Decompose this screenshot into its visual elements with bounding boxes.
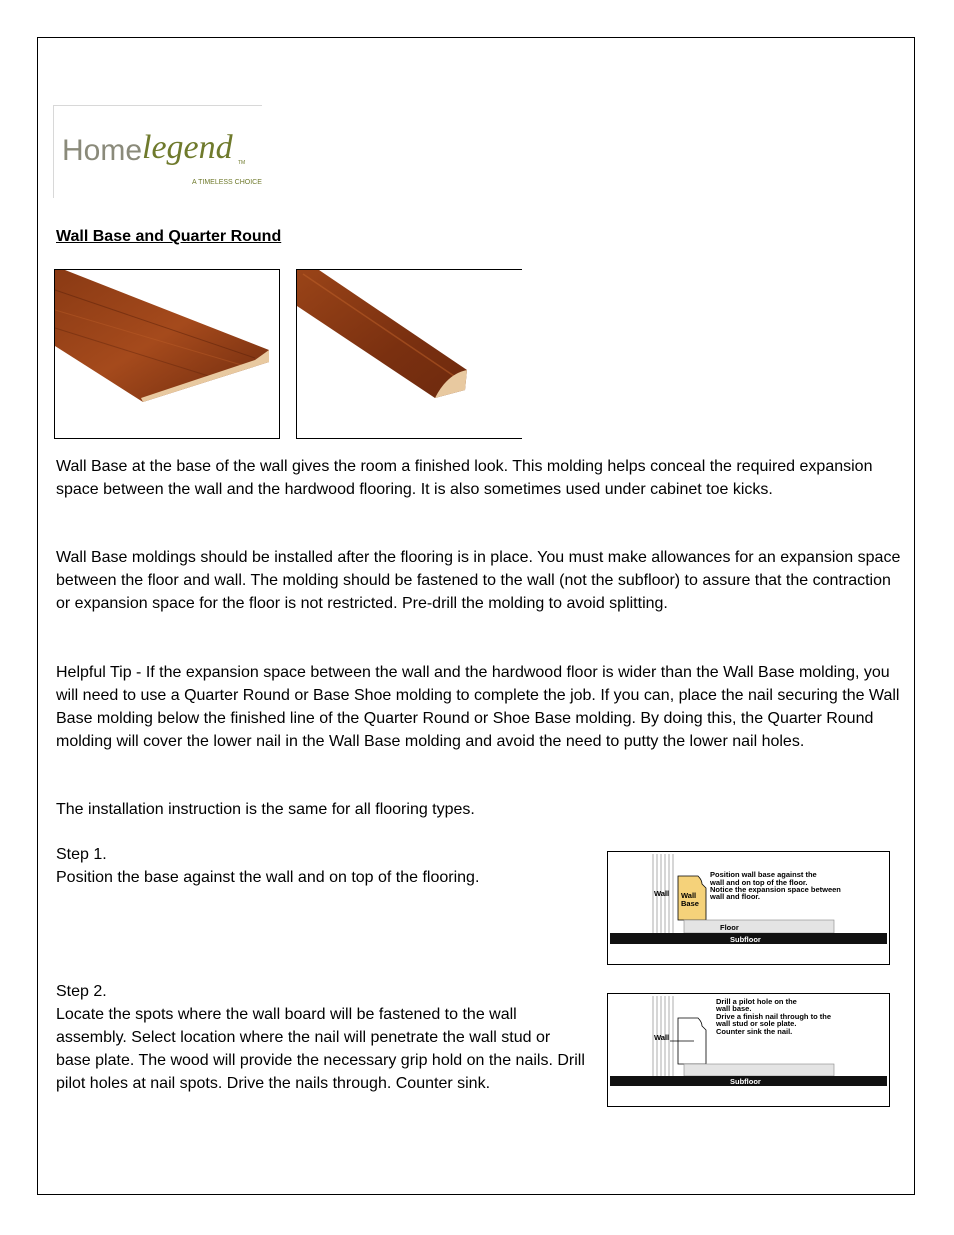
step-2-note-line: wall base. bbox=[716, 1004, 752, 1013]
quarter-round-molding-photo bbox=[297, 270, 522, 438]
step-2-heading: Step 2. bbox=[56, 983, 107, 1000]
step-2-note-line: wall stud or sole plate. bbox=[716, 1019, 797, 1028]
homelegend-logo bbox=[53, 105, 262, 198]
step-2-note-line: Counter sink the nail. bbox=[716, 1027, 793, 1036]
section-title: Wall Base and Quarter Round bbox=[56, 228, 282, 245]
paragraph-installation: Wall Base moldings should be installed after the flooring is in place. You must make allowances for an expansion space between the floor and wall. The molding should be fastened to the wall (not the subfloor) to assure that the contraction or expansion space for the floor is not restricted. Pre-drill the molding to avoid splitting. bbox=[56, 549, 901, 612]
step-2-diagram bbox=[607, 993, 890, 1107]
step-1-base-label-1: Wall bbox=[681, 891, 697, 900]
logo-home-text: Home bbox=[62, 134, 143, 167]
step-1-subfloor-label: Subfloor bbox=[730, 935, 761, 944]
wall-base-photo bbox=[54, 269, 280, 439]
quarter-round-photo bbox=[296, 269, 522, 439]
paragraph-helpful-tip: Helpful Tip - If the expansion space between the wall and the hardwood floor is wider than the Wall Base molding, you will need to use a Quarter Round or Base Shoe molding to complete the job. If you can, place the nail securing the Wall Base molding below the finished line of the Quarter Round or Shoe Base molding. By doing this, the Quarter Round molding will cover the lower nail in the Wall Base molding and avoid the need to putty the lower nail holes. bbox=[56, 664, 900, 750]
step-2-note-line: Drill a pilot hole on the bbox=[716, 997, 797, 1006]
step-1-note-line: Notice the expansion space between bbox=[710, 885, 841, 894]
step-1-note-line: Position wall base against the bbox=[710, 870, 817, 879]
step-2-subfloor-label: Subfloor bbox=[730, 1077, 761, 1086]
step-1-floor-label: Floor bbox=[720, 923, 739, 932]
step-1-text: Position the base against the wall and on top of the flooring. bbox=[56, 869, 480, 886]
step-1-wall-label: Wall bbox=[654, 889, 670, 898]
paragraph-intro: Wall Base at the base of the wall gives the room a finished look. This molding helps conceal the required expansion space between the wall and the hardwood flooring. It is also sometimes used under cabinet toe kicks. bbox=[56, 458, 873, 498]
logo-tagline: A TIMELESS CHOICE bbox=[192, 179, 262, 186]
logo-trademark: TM bbox=[238, 160, 246, 166]
step-1-diagram bbox=[607, 851, 890, 965]
step-1-note-line: wall and floor. bbox=[710, 892, 761, 901]
step-2-text: Locate the spots where the wall board will be fastened to the wall assembly. Select location where the nail will penetrate the wall stud or base plate. The wood will provide the necessary grip hold on the nails. Drill pilot holes at nail spots. Drive the nails through. Counter sink. bbox=[56, 1006, 585, 1092]
paragraph-all-flooring: The installation instruction is the same for all flooring types. bbox=[56, 801, 475, 818]
step-2-wall-label: Wall bbox=[654, 1033, 670, 1042]
logo-legend-text: legend bbox=[142, 129, 233, 166]
step-1-heading: Step 1. bbox=[56, 846, 107, 863]
step-1-base-label-2: Base bbox=[681, 899, 699, 908]
step-1-note-line: wall and on top of the floor. bbox=[710, 878, 808, 887]
wall-base-molding-photo bbox=[55, 270, 279, 438]
step-2-note-line: Drive a finish nail through to the bbox=[716, 1012, 832, 1021]
